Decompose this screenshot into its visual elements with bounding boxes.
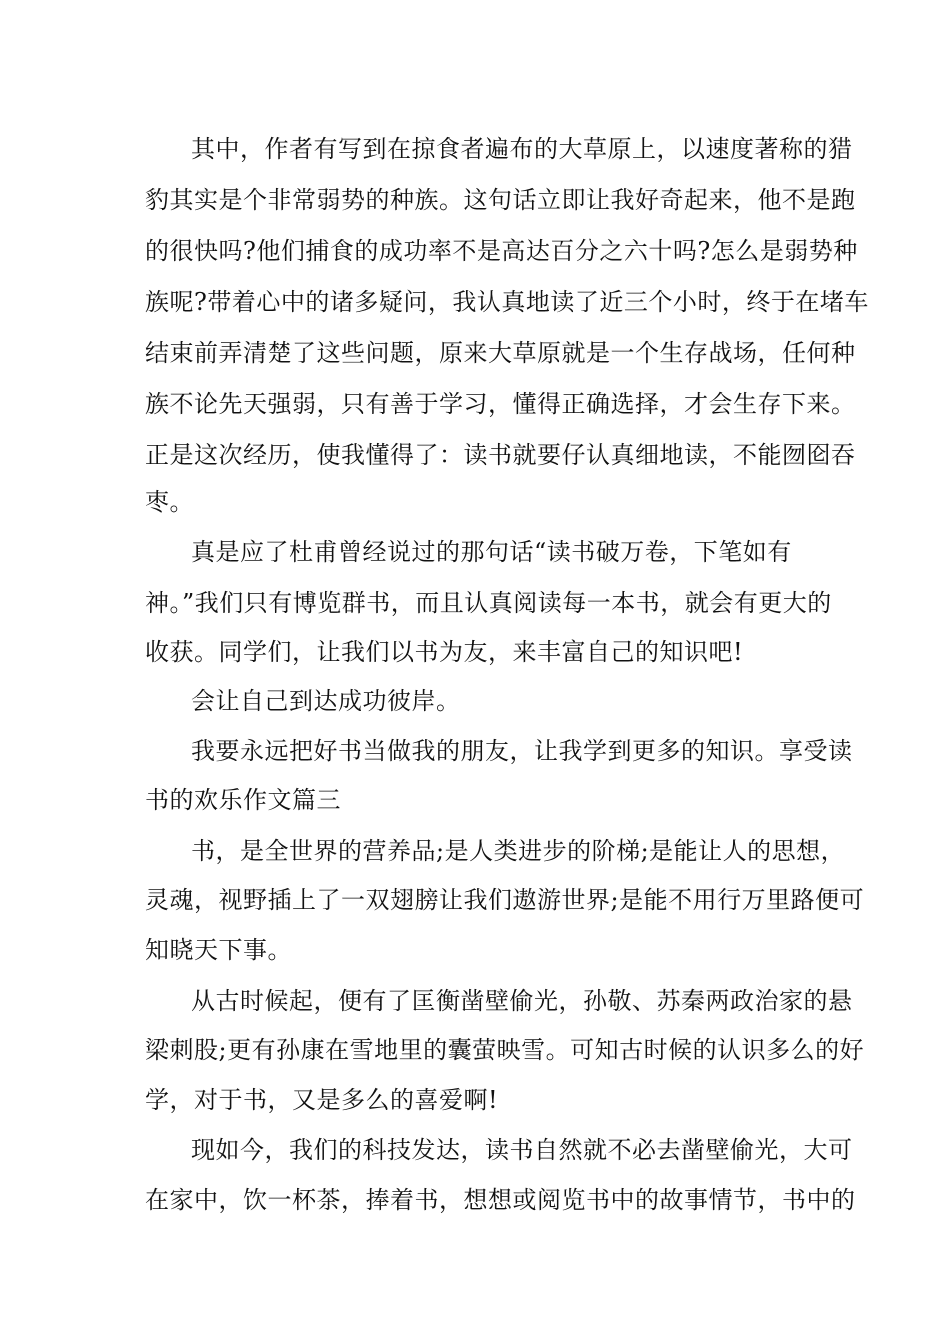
text-line-12: 会让自己到达成功彼岸。 xyxy=(191,687,461,715)
text-line-1: 其中，作者有写到在掠食者遍布的大草原上，以速度著称的猎 xyxy=(191,135,853,163)
text-line-8: 枣。 xyxy=(145,488,194,516)
text-line-2: 豹其实是个非常弱势的种族。这句话立即让我好奇起来，他不是跑 xyxy=(145,186,856,214)
text-line-7: 正是这次经历，使我懂得了：读书就要仔认真细地读，不能囫囵吞 xyxy=(145,441,856,469)
text-line-4: 族呢?带着心中的诸多疑问，我认真地读了近三个小时，终于在堵车 xyxy=(145,288,869,316)
text-line-11: 收获。同学们，让我们以书为友，来丰富自己的知识吧! xyxy=(145,638,744,666)
text-line-15: 书，是全世界的营养品;是人类进步的阶梯;是能让人的思想， xyxy=(191,837,846,865)
text-line-21: 现如今，我们的科技发达，读书自然就不必去凿壁偷光，大可 xyxy=(191,1136,853,1164)
text-line-5: 结束前弄清楚了这些问题，原来大草原就是一个生存战场，任何种 xyxy=(145,339,856,367)
text-line-6: 族不论先天强弱，只有善于学习，懂得正确选择，才会生存下来。 xyxy=(145,390,856,418)
text-line-10: 神。”我们只有博览群书，而且认真阅读每一本书，就会有更大的 xyxy=(145,589,832,617)
text-line-18: 从古时候起，便有了匡衡凿壁偷光，孙敬、苏秦两政治家的悬 xyxy=(191,987,853,1015)
text-line-19: 梁刺股;更有孙康在雪地里的囊萤映雪。可知古时候的认识多么的好 xyxy=(145,1036,865,1064)
text-line-3: 的很快吗?他们捕食的成功率不是高达百分之六十吗?怎么是弱势种 xyxy=(145,237,858,265)
text-line-22: 在家中，饮一杯茶，捧着书，想想或阅览书中的故事情节，书中的 xyxy=(145,1186,856,1214)
text-line-14: 书的欢乐作文篇三 xyxy=(145,786,341,814)
text-line-17: 知晓天下事。 xyxy=(145,936,292,964)
text-line-13: 我要永远把好书当做我的朋友，让我学到更多的知识。享受读 xyxy=(191,737,853,765)
text-line-9: 真是应了杜甫曾经说过的那句话“读书破万卷，下笔如有 xyxy=(191,538,792,566)
text-line-16: 灵魂，视野插上了一双翅膀让我们遨游世界;是能不用行万里路便可 xyxy=(145,886,865,914)
text-line-20: 学，对于书，又是多么的喜爱啊! xyxy=(145,1086,499,1114)
